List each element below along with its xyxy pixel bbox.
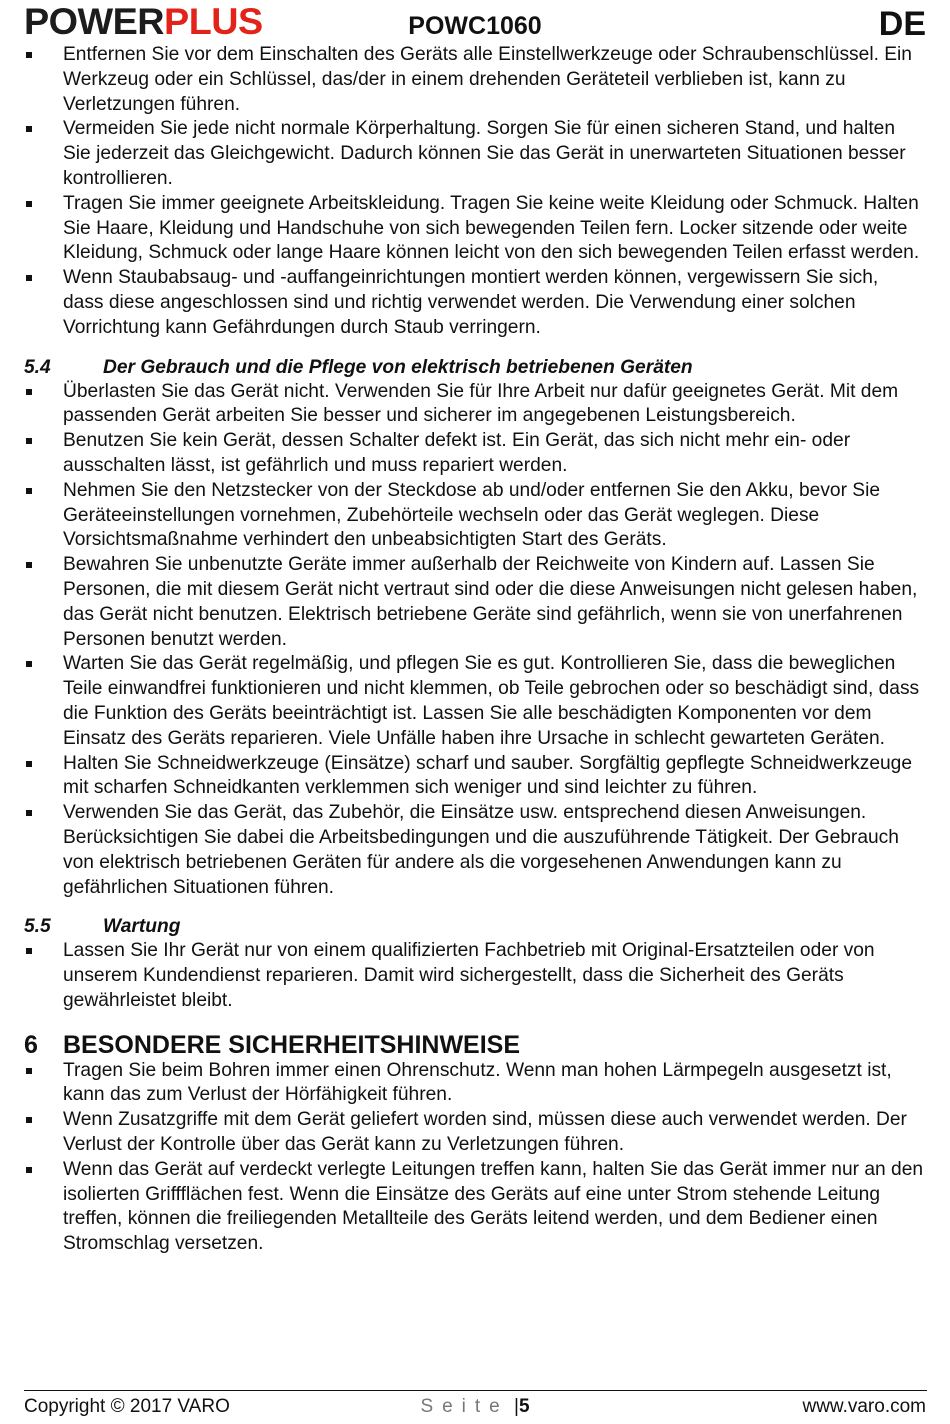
logo-power: POWER bbox=[24, 1, 165, 42]
bullet-icon bbox=[26, 810, 32, 816]
bullet-icon bbox=[26, 438, 32, 444]
list-item-text: Wenn Zusatzgriffe mit dem Gerät geliefert worden sind, müssen diese auch verwendet werden. Der Verlust der Kontrolle über das Gerät kann zu Verletzungen führen. bbox=[63, 1109, 907, 1156]
list-item-text: Lassen Sie Ihr Gerät nur von einem qualifizierten Fachbetrieb mit Original-Ersatzteilen oder von unserem Kundendienst reparieren. Damit wird sichergestellt, dass die Sicherheit des Geräts gewährleistet bleibt. bbox=[63, 940, 875, 1011]
bullet-list-5-4 bbox=[24, 380, 924, 901]
bullet-icon bbox=[26, 389, 32, 395]
list-item-text: Vermeiden Sie jede nicht normale Körperhaltung. Sorgen Sie für einen sicheren Stand, und halten Sie jederzeit das Gleichgewicht. Dadurch können Sie das Gerät in unerwarteten Situationen besser kontrollieren. bbox=[63, 118, 906, 189]
bullet-icon bbox=[26, 201, 32, 207]
list-item-text: Wenn das Gerät auf verdeckt verlegte Leitungen treffen kann, halten Sie das Gerät immer nur an den isolierten Griffflächen fest. Wenn die Einsätze des Geräts auf eine unter Strom stehende Leitung treffen, können die freiliegenden Metallteile des Geräts leitend werden, und dem Bediener einen Stromschlag versetzen. bbox=[63, 1158, 924, 1255]
list-item bbox=[24, 752, 924, 802]
section-number: 5.5 bbox=[24, 916, 51, 938]
list-item bbox=[24, 117, 924, 191]
list-item bbox=[24, 429, 924, 479]
bullet-icon bbox=[26, 1167, 32, 1173]
footer-seite-label: Seite bbox=[420, 1396, 509, 1417]
list-item-text: Überlasten Sie das Gerät nicht. Verwenden Sie für Ihre Arbeit nur dafür geeignetes Gerät. Mit dem passenden Gerät arbeiten Sie besser und sicherer im angegebenen Leistungsbereich. bbox=[63, 380, 899, 427]
bullet-icon bbox=[26, 1068, 32, 1074]
section-number: 5.4 bbox=[24, 356, 51, 378]
section-heading-5-4 bbox=[24, 356, 924, 380]
list-item bbox=[24, 939, 924, 1013]
chapter-title: BESONDERE SICHERHEITSHINWEISE bbox=[63, 1030, 521, 1059]
list-item-text: Halten Sie Schneidwerkzeuge (Einsätze) scharf und sauber. Sorgfältig gepflegte Schneidwerkzeuge mit scharfen Schneidkanten verklemmen sich weniger und sind leichter zu führen. bbox=[63, 752, 913, 799]
footer-divider bbox=[24, 1390, 927, 1391]
list-item-text: Verwenden Sie das Gerät, das Zubehör, die Einsätze usw. entsprechend diesen Anweisungen. Berücksichtigen Sie dabei die Arbeitsbedingungen und die auszuführende Tätigkeit. Der Gebrauch von elektrisch betriebenen Geräten für andere als die vorgesehenen Anwendungen kann zu gefährlichen Situationen führen. bbox=[63, 802, 899, 898]
list-item-text: Wenn Staubabsaug- und -auffangeinrichtungen montiert werden können, vergewissern Sie sich, dass diese angeschlossen sind und richtig verwendet werden. Die Verwendung einer solchen Vorrichtung kann Gefährdungen durch Staub verringern. bbox=[63, 267, 879, 338]
list-item-text: Tragen Sie beim Bohren immer einen Ohrenschutz. Wenn man hohen Lärmpegeln ausgesetzt ist, kann das zum Verlust der Hörfähigkeit führen. bbox=[63, 1059, 892, 1106]
model-number: POWC1060 bbox=[408, 12, 542, 40]
list-item bbox=[24, 652, 924, 751]
bullet-icon bbox=[26, 761, 32, 767]
language-code: DE bbox=[878, 5, 926, 43]
list-item bbox=[24, 43, 924, 117]
bullet-icon bbox=[26, 1117, 32, 1123]
bullet-list-6 bbox=[24, 1059, 924, 1257]
bullet-icon bbox=[26, 488, 32, 494]
list-item bbox=[24, 1059, 924, 1109]
list-item-text: Bewahren Sie unbenutzte Geräte immer außerhalb der Reichweite von Kindern auf. Lassen Sie Personen, die mit diesem Gerät nicht vertraut sind oder die diese Anweisungen nicht gelesen haben, das Gerät nicht benutzen. Elektrisch betriebene Geräte sind gefährlich, wenn sie von unerfahrenen Personen benutzt werden. bbox=[63, 554, 918, 650]
footer-copyright: Copyright © 2017 VARO bbox=[24, 1396, 230, 1417]
logo-plus: PLUS bbox=[164, 1, 263, 42]
list-item-text: Tragen Sie immer geeignete Arbeitskleidung. Tragen Sie keine weite Kleidung oder Schmuck. Halten Sie Haare, Kleidung und Handschuhe von sich bewegenden Teilen fern. Locker sitzende oder weite Kleidung, Schmuck oder lange Haare können leicht von den sich bewegenden Teilen erfasst werden. bbox=[63, 192, 920, 264]
list-item bbox=[24, 553, 924, 652]
list-item bbox=[24, 380, 924, 430]
footer-page-number: 5 bbox=[518, 1396, 530, 1417]
chapter-number: 6 bbox=[24, 1030, 38, 1059]
bullet-icon bbox=[26, 126, 32, 132]
list-item-text: Entfernen Sie vor dem Einschalten des Geräts alle Einstellwerkzeuge oder Schraubenschlüssel. Ein Werkzeug oder ein Schlüssel, das/der in einem drehenden Geräteteil verblieben ist, kann zu Verletzungen führen. bbox=[63, 44, 912, 115]
list-item bbox=[24, 479, 924, 553]
bullet-icon bbox=[26, 52, 32, 58]
list-item-text: Warten Sie das Gerät regelmäßig, und pflegen Sie es gut. Kontrollieren Sie, dass die beweglichen Teile einwandfrei funktionieren und nicht klemmen, ob Teile gebrochen oder so beschädigt sind, dass die Funktion des Geräts beeinträchtigt ist. Lassen Sie alle beschädigten Komponenten vor dem Einsatz des Geräts reparieren. Viele Unfälle haben ihre Ursache in schlecht gewarteten Geräten. bbox=[63, 653, 920, 749]
list-item-text: Benutzen Sie kein Gerät, dessen Schalter defekt ist. Ein Gerät, das sich nicht mehr ein- oder ausschalten lässt, ist gefährlich und muss repariert werden. bbox=[63, 430, 851, 476]
list-item-text: Nehmen Sie den Netzstecker von der Steckdose ab und/oder entfernen Sie den Akku, bevor Sie Geräteeinstellungen vornehmen, Zubehörteile wechseln oder das Gerät weglegen. Diese Vorsichtsmaßnahme verhindert den unbeabsichtigten Start des Geräts. bbox=[63, 479, 881, 551]
bullet-icon bbox=[26, 661, 32, 667]
list-item bbox=[24, 801, 924, 900]
bullet-list-safety bbox=[24, 43, 924, 341]
section-title: Der Gebrauch und die Pflege von elektrisch betriebenen Geräten bbox=[103, 356, 693, 378]
list-item bbox=[24, 266, 924, 340]
footer-separator: | bbox=[514, 1396, 519, 1417]
list-item bbox=[24, 1158, 924, 1257]
bullet-icon bbox=[26, 948, 32, 954]
bullet-icon bbox=[26, 562, 32, 568]
list-item bbox=[24, 1108, 924, 1158]
document-body bbox=[24, 43, 924, 1257]
bullet-list-5-5 bbox=[24, 939, 924, 1013]
bullet-icon bbox=[26, 275, 32, 281]
chapter-heading-6 bbox=[24, 1031, 924, 1059]
list-item bbox=[24, 192, 924, 266]
section-heading-5-5 bbox=[24, 915, 924, 939]
section-title: Wartung bbox=[103, 916, 181, 938]
footer-website: www.varo.com bbox=[802, 1396, 926, 1417]
